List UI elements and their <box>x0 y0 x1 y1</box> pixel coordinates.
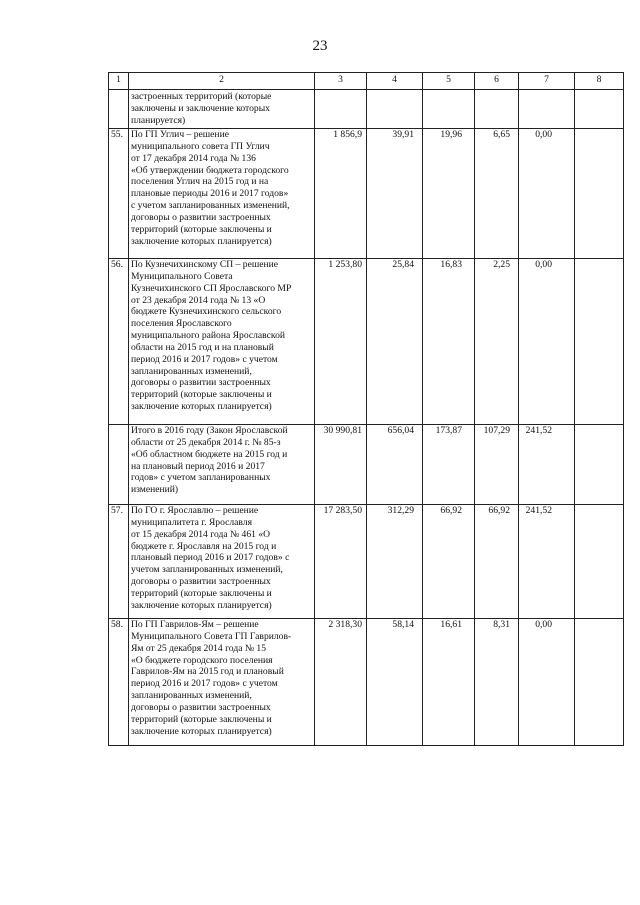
row-value-col-6 <box>474 89 518 128</box>
row-index: 58. <box>108 618 128 746</box>
header-col-3: 3 <box>314 72 366 89</box>
row-value-col-5: 19,96 <box>422 128 474 258</box>
header-col-2: 2 <box>128 72 314 89</box>
row-description: По ГО г. Ярославлю – решение муниципалитета г. Ярославля от 15 декабря 2014 года № 461 «О бюджете г. Ярославля на 2015 год и плановый период 2016 и 2017 годов» с учетом запланированных изменений, договоры о развитии застроенных территорий (которые заключены и заключение которых планируется) <box>128 504 314 618</box>
row-value-col-5: 16,61 <box>422 618 474 746</box>
row-value-col-7 <box>518 89 574 128</box>
row-value-col-7: 241,52 <box>518 504 574 618</box>
row-value-col-8 <box>574 258 624 424</box>
row-value-col-5: 173,87 <box>422 424 474 504</box>
row-value-col-3: 17 283,50 <box>314 504 366 618</box>
header-col-5: 5 <box>422 72 474 89</box>
row-value-col-4: 39,91 <box>366 128 422 258</box>
row-value-col-3: 2 318,30 <box>314 618 366 746</box>
row-value-col-5: 66,92 <box>422 504 474 618</box>
row-value-col-3 <box>314 89 366 128</box>
row-description: застроенных территорий (которые заключены и заключение которых планируется) <box>128 89 314 128</box>
row-value-col-8 <box>574 424 624 504</box>
row-value-col-8 <box>574 89 624 128</box>
page-number: 23 <box>312 38 328 54</box>
row-value-col-6: 66,92 <box>474 504 518 618</box>
row-value-col-6: 8,31 <box>474 618 518 746</box>
row-value-col-5: 16,83 <box>422 258 474 424</box>
header-col-8: 8 <box>574 72 624 89</box>
row-value-col-4: 25,84 <box>366 258 422 424</box>
row-value-col-4: 58,14 <box>366 618 422 746</box>
header-col-7: 7 <box>518 72 574 89</box>
row-value-col-5 <box>422 89 474 128</box>
header-col-6: 6 <box>474 72 518 89</box>
row-value-col-3: 1 856,9 <box>314 128 366 258</box>
row-value-col-4: 656,04 <box>366 424 422 504</box>
row-index: 56. <box>108 258 128 424</box>
row-index <box>108 424 128 504</box>
header-col-4: 4 <box>366 72 422 89</box>
row-value-col-7: 241,52 <box>518 424 574 504</box>
row-value-col-6: 107,29 <box>474 424 518 504</box>
row-value-col-3: 30 990,81 <box>314 424 366 504</box>
row-value-col-4: 312,29 <box>366 504 422 618</box>
row-index: 57. <box>108 504 128 618</box>
row-description: По ГП Гаврилов-Ям – решение Муниципального Совета ГП Гаврилов- Ям от 25 декабря 2014 года № 15 «О бюджете городского поселения Гаврилов-Ям на 2015 год и плановый период 2016 и 2017 годов» с учетом запланированных изменений, договоры о развитии застроенных территорий (которые заключены и заключение которых планируется) <box>128 618 314 746</box>
row-value-col-6: 2,25 <box>474 258 518 424</box>
row-value-col-8 <box>574 618 624 746</box>
row-description: По Кузнечихинскому СП – решение Муниципального Совета Кузнечихинского СП Ярославского МР от 23 декабря 2014 года № 13 «О бюджете Кузнечихинского сельского поселения Ярославского муниципального района Ярославской области на 2015 год и на плановый период 2016 и 2017 годов» с учетом запланированных изменений, договоры о развитии застроенных территорий (которые заключены и заключение которых планируется) <box>128 258 314 424</box>
row-description: Итого в 2016 году (Закон Ярославской области от 25 декабря 2014 г. № 85-з «Об областном бюджете на 2015 год и на плановый период 2016 и 2017 годов» с учетом запланированных изменений) <box>128 424 314 504</box>
row-index <box>108 89 128 128</box>
row-index: 55. <box>108 128 128 258</box>
header-col-1: 1 <box>108 72 128 89</box>
row-value-col-8 <box>574 128 624 258</box>
row-value-col-3: 1 253,80 <box>314 258 366 424</box>
row-description: По ГП Углич – решение муниципального совета ГП Углич от 17 декабря 2014 года № 136 «Об утверждении бюджета городского поселения Углич на 2015 год и на плановые периоды 2016 и 2017 годов» с учетом запланированных изменений, договоры о развитии застроенных территорий (которые заключены и заключение которых планируется) <box>128 128 314 258</box>
row-value-col-8 <box>574 504 624 618</box>
row-value-col-7: 0,00 <box>518 128 574 258</box>
row-value-col-4 <box>366 89 422 128</box>
row-value-col-7: 0,00 <box>518 618 574 746</box>
row-value-col-6: 6,65 <box>474 128 518 258</box>
row-value-col-7: 0,00 <box>518 258 574 424</box>
